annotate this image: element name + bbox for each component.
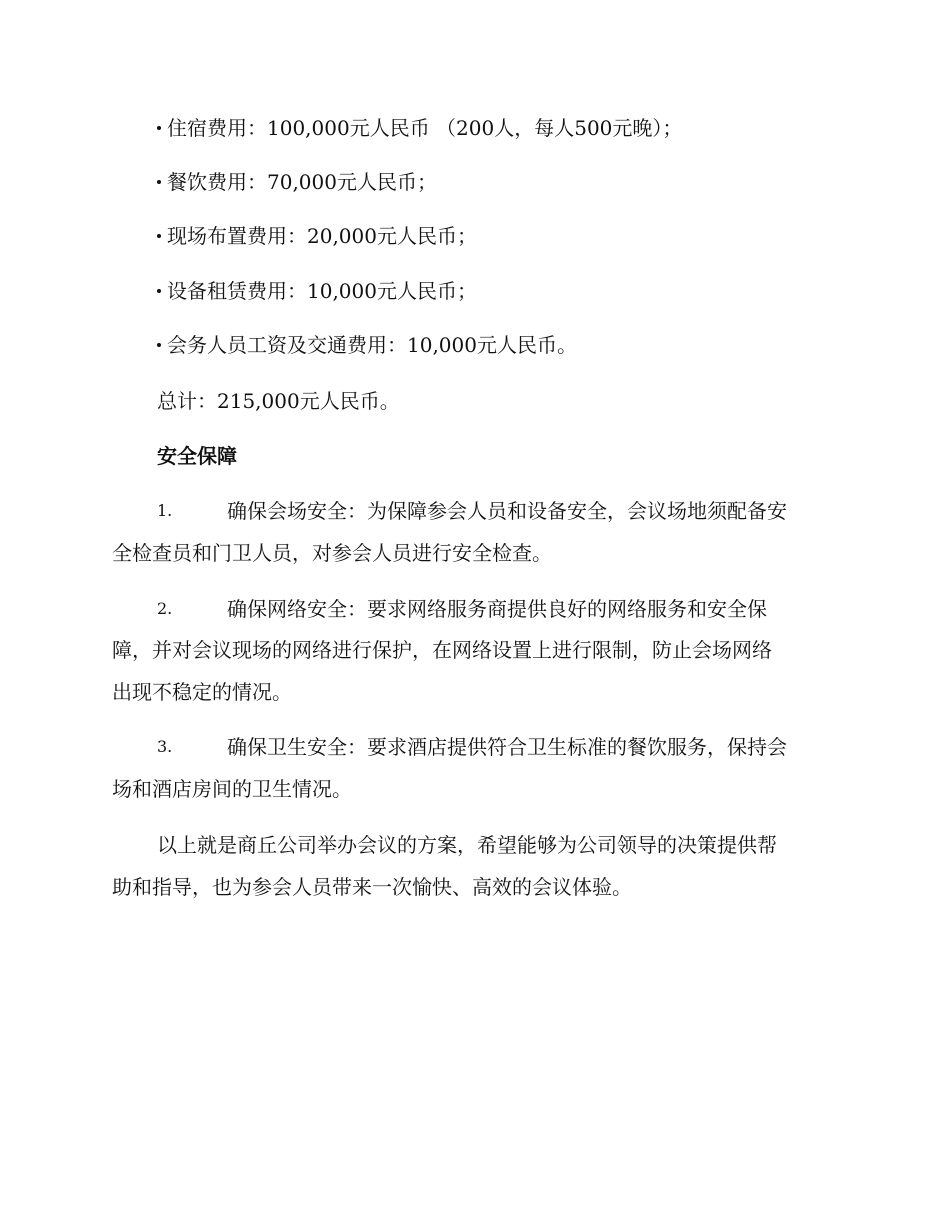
paragraph-line: 确保会场安全：为保障参会人员和设备安全，会议场地须配备安 <box>227 499 787 523</box>
list-number: 1. <box>157 501 173 520</box>
paragraph-line: 确保卫生安全：要求酒店提供符合卫生标准的餐饮服务，保持会 <box>227 735 787 759</box>
paragraph-line: 以上就是商丘公司举办会议的方案，希望能够为公司领导的决策提供帮 <box>157 833 777 857</box>
bullet-icon <box>157 289 161 293</box>
bullet-icon <box>157 234 161 238</box>
total-text: 总计：215,000元人民币。 <box>157 389 400 413</box>
paragraph-line: 全检查员和门卫人员，对参会人员进行安全检查。 <box>112 541 552 565</box>
paragraph-line: 助和指导，也为参会人员带来一次愉快、高效的会议体验。 <box>112 875 632 899</box>
cost-item: 现场布置费用：20,000元人民币； <box>157 222 477 250</box>
cost-item: 餐饮费用：70,000元人民币； <box>157 168 437 196</box>
bullet-icon <box>157 126 161 130</box>
paragraph-line: 障，并对会议现场的网络进行保护，在网络设置上进行限制，防止会场网络 <box>112 638 772 662</box>
list-number: 2. <box>157 599 173 618</box>
list-number: 3. <box>157 737 173 756</box>
paragraph-line: 确保网络安全：要求网络服务商提供良好的网络服务和安全保 <box>227 597 767 621</box>
paragraph-line: 场和酒店房间的卫生情况。 <box>112 777 352 801</box>
cost-item: 设备租赁费用：10,000元人民币； <box>157 277 477 305</box>
section-heading: 安全保障 <box>157 444 237 468</box>
bullet-icon <box>157 343 161 347</box>
cost-item: 会务人员工资及交通费用：10,000元人民币。 <box>157 331 577 359</box>
bullet-icon <box>157 180 161 184</box>
cost-item: 住宿费用：100,000元人民币 （200人，每人500元晚）； <box>157 114 682 142</box>
paragraph-line: 出现不稳定的情况。 <box>112 680 292 704</box>
